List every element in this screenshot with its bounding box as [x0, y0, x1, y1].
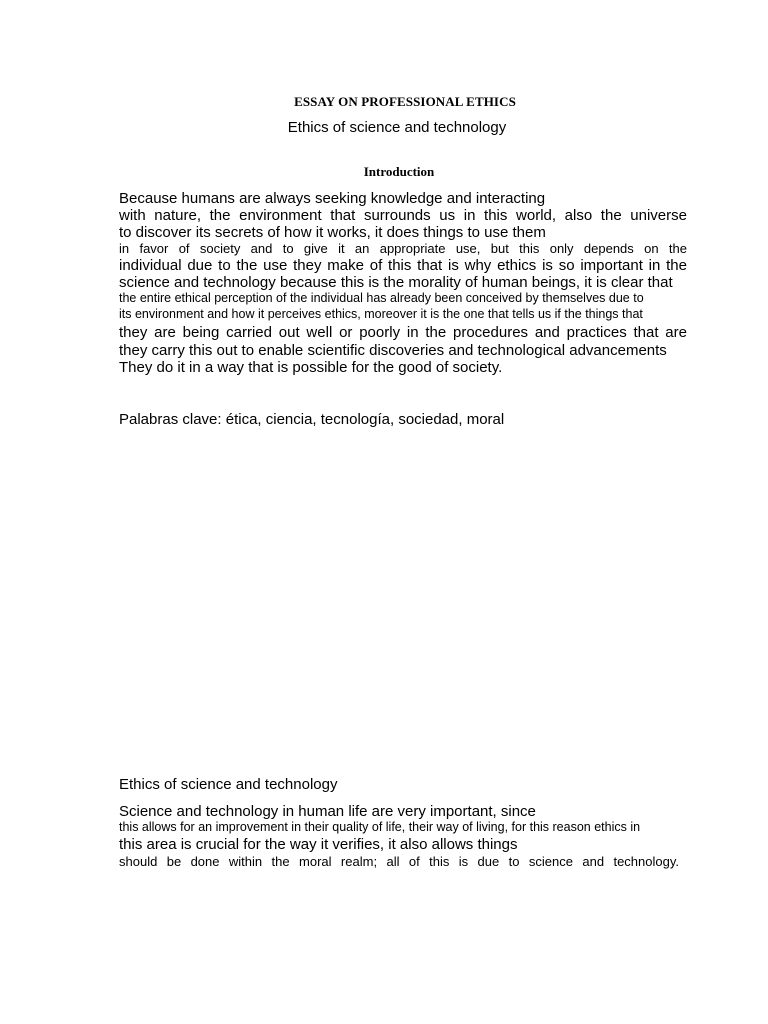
introduction-line: Because humans are always seeking knowledge and interacting — [119, 190, 546, 207]
section-heading: Ethics of science and technology — [119, 776, 338, 793]
section-line: this allows for an improvement in their quality of life, their way of living, for this reason ethics in — [119, 820, 641, 834]
introduction-line: science and technology because this is the morality of human beings, it is clear that — [119, 274, 673, 291]
introduction-line: They do it in a way that is possible for the good of society. — [119, 359, 503, 376]
introduction-line: to discover its secrets of how it works, it does things to use them — [119, 224, 546, 241]
section-line: this area is crucial for the way it verifies, it also allows things — [119, 836, 518, 853]
introduction-line: they are being carried out well or poorly in the procedures and practices that are — [119, 324, 687, 341]
introduction-line: its environment and how it perceives ethics, moreover it is the one that tells us if the things that — [119, 307, 643, 321]
document-title: ESSAY ON PROFESSIONAL ETHICS — [294, 94, 516, 109]
introduction-line: the entire ethical perception of the individual has already been conceived by themselves due to — [119, 291, 644, 305]
section-line: Science and technology in human life are very important, since — [119, 803, 536, 820]
introduction-line: they carry this out to enable scientific discoveries and technological advancements — [119, 342, 667, 359]
introduction-line: in favor of society and to give it an appropriate use, but this only depends on the — [119, 241, 687, 256]
section-line: should be done within the moral realm; all of this is due to science and technology. — [119, 854, 679, 869]
keywords: Palabras clave: ética, ciencia, tecnología, sociedad, moral — [119, 411, 505, 428]
introduction-line: individual due to the use they make of this that is why ethics is so important in the — [119, 257, 687, 274]
introduction-line: with nature, the environment that surrounds us in this world, also the universe — [119, 207, 687, 224]
introduction-heading: Introduction — [363, 164, 435, 179]
document-subtitle: Ethics of science and technology — [287, 119, 507, 136]
